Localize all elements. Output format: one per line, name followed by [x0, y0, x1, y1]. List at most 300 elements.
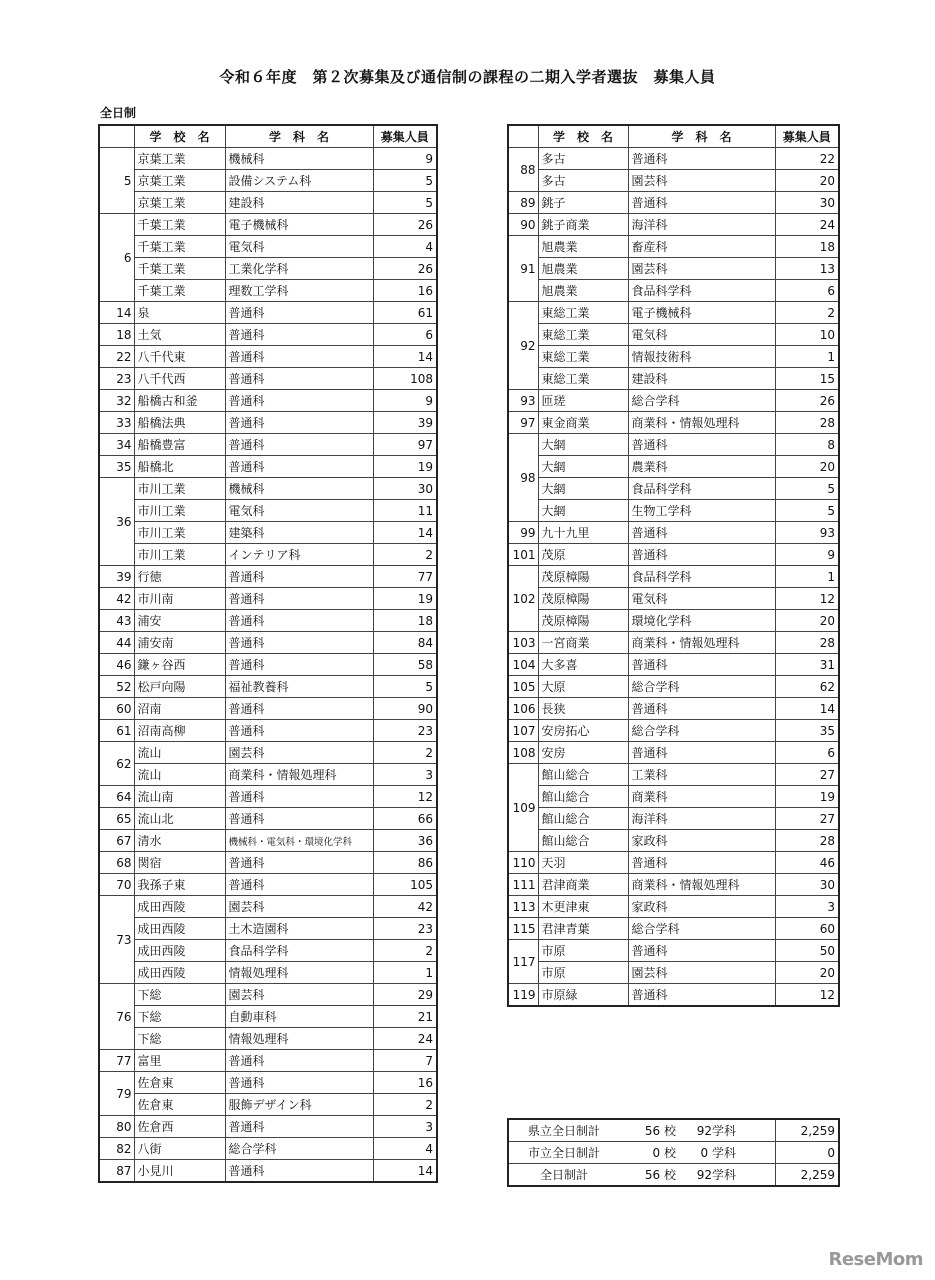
recruitment-count: 12	[373, 786, 437, 808]
recruitment-count: 28	[775, 830, 839, 852]
school-name: 長狭	[538, 698, 628, 720]
department-name: インテリア科	[225, 544, 373, 566]
recruitment-count: 4	[373, 236, 437, 258]
recruitment-count: 20	[775, 962, 839, 984]
recruitment-count: 66	[373, 808, 437, 830]
table-row	[99, 1138, 437, 1160]
school-name: 浦安	[134, 610, 225, 632]
summary-row	[508, 1164, 839, 1187]
school-name: 下総	[134, 1028, 225, 1050]
department-name: 普通科	[225, 1050, 373, 1072]
school-name: 市川工業	[134, 500, 225, 522]
department-name: 普通科	[225, 302, 373, 324]
summary-total: 2,259	[775, 1164, 839, 1187]
table-row	[99, 962, 437, 984]
table-row	[508, 896, 839, 918]
department-name: 建築科	[225, 522, 373, 544]
school-name: 佐倉東	[134, 1072, 225, 1094]
recruitment-count: 9	[373, 148, 437, 170]
department-name: 生物工学科	[628, 500, 775, 522]
school-number: 14	[99, 302, 134, 324]
school-number: 44	[99, 632, 134, 654]
recruitment-count: 30	[775, 192, 839, 214]
recruitment-count: 4	[373, 1138, 437, 1160]
school-name: 茂原樟陽	[538, 588, 628, 610]
department-name: 普通科	[628, 654, 775, 676]
table-row	[99, 1028, 437, 1050]
summary-label-cell	[508, 1142, 775, 1164]
department-name: 普通科	[225, 852, 373, 874]
recruitment-count: 22	[775, 148, 839, 170]
school-number: 65	[99, 808, 134, 830]
left-recruitment-table	[98, 124, 438, 1183]
recruitment-count: 105	[373, 874, 437, 896]
table-row	[99, 874, 437, 896]
table-row	[508, 874, 839, 896]
school-number: 5	[99, 148, 134, 214]
department-name: 普通科	[628, 698, 775, 720]
recruitment-count: 29	[373, 984, 437, 1006]
school-name: 小見川	[134, 1160, 225, 1183]
department-name: 総合学科	[628, 676, 775, 698]
recruitment-count: 10	[775, 324, 839, 346]
department-name: 園芸科	[225, 896, 373, 918]
table-row	[508, 566, 839, 588]
summary-total: 0	[775, 1142, 839, 1164]
recruitment-count: 21	[373, 1006, 437, 1028]
school-name: 市川工業	[134, 478, 225, 500]
summary-label: 市立全日制計	[527, 1146, 600, 1160]
department-name: 普通科	[628, 544, 775, 566]
school-number: 91	[508, 236, 538, 302]
table-row	[99, 654, 437, 676]
department-name: 電気科	[225, 236, 373, 258]
school-number: 82	[99, 1138, 134, 1160]
school-name: 鎌ヶ谷西	[134, 654, 225, 676]
department-name: 商業科・情報処理科	[628, 874, 775, 896]
department-name: 普通科	[225, 588, 373, 610]
school-name: 沼南	[134, 698, 225, 720]
school-number: 80	[99, 1116, 134, 1138]
recruitment-count: 14	[373, 346, 437, 368]
department-name: 工業科	[628, 764, 775, 786]
table-row	[99, 434, 437, 456]
school-name: 松戸向陽	[134, 676, 225, 698]
table-row	[508, 214, 839, 236]
school-name: 船橋法典	[134, 412, 225, 434]
school-number: 87	[99, 1160, 134, 1183]
table-row	[508, 346, 839, 368]
recruitment-count: 86	[373, 852, 437, 874]
table-row	[508, 170, 839, 192]
school-name: 茂原樟陽	[538, 566, 628, 588]
table-row	[99, 280, 437, 302]
recruitment-count: 15	[775, 368, 839, 390]
school-name: 船橋北	[134, 456, 225, 478]
school-name: 東総工業	[538, 346, 628, 368]
table-row	[508, 412, 839, 434]
department-name: 服飾デザイン科	[225, 1094, 373, 1116]
school-name: 我孫子東	[134, 874, 225, 896]
table-row	[99, 1072, 437, 1094]
recruitment-count: 93	[775, 522, 839, 544]
summary-dept-count: 92学科	[696, 1124, 736, 1138]
school-number: 104	[508, 654, 538, 676]
school-name: 市原	[538, 962, 628, 984]
department-name: 海洋科	[628, 214, 775, 236]
resemom-watermark-logo: ReseMom	[828, 1249, 923, 1270]
department-name: 普通科	[225, 434, 373, 456]
recruitment-count: 39	[373, 412, 437, 434]
table-row	[508, 390, 839, 412]
school-number: 34	[99, 434, 134, 456]
department-name: 商業科・情報処理科	[225, 764, 373, 786]
header-count: 募集人員	[373, 125, 437, 148]
department-name: 普通科	[628, 852, 775, 874]
school-name: 京葉工業	[134, 170, 225, 192]
recruitment-count: 27	[775, 808, 839, 830]
school-number: 60	[99, 698, 134, 720]
header-school: 学 校 名	[134, 125, 225, 148]
recruitment-count: 26	[373, 258, 437, 280]
table-row	[99, 764, 437, 786]
department-name: 普通科	[628, 984, 775, 1007]
school-number: 22	[99, 346, 134, 368]
school-name: 浦安南	[134, 632, 225, 654]
school-name: 清水	[134, 830, 225, 852]
table-row	[508, 742, 839, 764]
school-name: 京葉工業	[134, 192, 225, 214]
recruitment-count: 2	[373, 544, 437, 566]
table-row	[99, 456, 437, 478]
department-name: 総合学科	[225, 1138, 373, 1160]
recruitment-count: 50	[775, 940, 839, 962]
school-name: 大網	[538, 500, 628, 522]
recruitment-count: 1	[775, 346, 839, 368]
recruitment-count: 19	[775, 786, 839, 808]
header-count: 募集人員	[775, 125, 839, 148]
school-number: 102	[508, 566, 538, 632]
school-name: 下総	[134, 1006, 225, 1028]
school-name: 土気	[134, 324, 225, 346]
table-row	[508, 148, 839, 170]
school-number: 110	[508, 852, 538, 874]
school-name: 旭農業	[538, 236, 628, 258]
school-name: 君津商業	[538, 874, 628, 896]
table-row	[99, 368, 437, 390]
table-row	[508, 808, 839, 830]
recruitment-count: 12	[775, 588, 839, 610]
department-name: 畜産科	[628, 236, 775, 258]
school-name: 君津青葉	[538, 918, 628, 940]
school-name: 天羽	[538, 852, 628, 874]
department-name: 食品科学科	[628, 280, 775, 302]
school-name: 大原	[538, 676, 628, 698]
department-name: 電気科	[628, 324, 775, 346]
school-name: 沼南高柳	[134, 720, 225, 742]
department-name: 家政科	[628, 830, 775, 852]
summary-row	[508, 1142, 839, 1164]
school-number: 108	[508, 742, 538, 764]
department-name: 園芸科	[225, 984, 373, 1006]
school-number: 73	[99, 896, 134, 984]
school-name: 館山総合	[538, 764, 628, 786]
recruitment-count: 7	[373, 1050, 437, 1072]
table-row	[508, 984, 839, 1007]
summary-school-count: 0 校	[652, 1146, 676, 1160]
table-row	[508, 434, 839, 456]
department-name: 建設科	[225, 192, 373, 214]
department-name: 工業化学科	[225, 258, 373, 280]
department-name: 理数工学科	[225, 280, 373, 302]
department-name: 普通科	[225, 698, 373, 720]
department-name: 普通科	[225, 610, 373, 632]
header-no	[508, 125, 538, 148]
table-row	[508, 368, 839, 390]
school-number: 119	[508, 984, 538, 1007]
summary-label-cell	[508, 1119, 775, 1142]
school-number: 18	[99, 324, 134, 346]
recruitment-count: 2	[373, 1094, 437, 1116]
table-row	[99, 698, 437, 720]
recruitment-count: 14	[373, 1160, 437, 1183]
recruitment-count: 3	[775, 896, 839, 918]
school-number: 92	[508, 302, 538, 390]
recruitment-count: 77	[373, 566, 437, 588]
table-row	[99, 720, 437, 742]
recruitment-count: 5	[373, 192, 437, 214]
department-name: 普通科	[225, 1116, 373, 1138]
recruitment-count: 16	[373, 280, 437, 302]
department-name: 設備システム科	[225, 170, 373, 192]
school-name: 東総工業	[538, 302, 628, 324]
department-name: 電子機械科	[628, 302, 775, 324]
school-number: 89	[508, 192, 538, 214]
department-name: 園芸科	[628, 170, 775, 192]
school-name: 多古	[538, 170, 628, 192]
school-name: 成田西陵	[134, 940, 225, 962]
school-number: 98	[508, 434, 538, 522]
table-row	[508, 258, 839, 280]
recruitment-count: 23	[373, 918, 437, 940]
recruitment-count: 18	[775, 236, 839, 258]
table-row	[508, 720, 839, 742]
school-name: 下総	[134, 984, 225, 1006]
department-name: 情報処理科	[225, 962, 373, 984]
table-row	[99, 324, 437, 346]
school-name: 銚子商業	[538, 214, 628, 236]
department-name: 建設科	[628, 368, 775, 390]
school-number: 106	[508, 698, 538, 720]
school-number: 117	[508, 940, 538, 984]
recruitment-count: 35	[775, 720, 839, 742]
school-name: 匝瑳	[538, 390, 628, 412]
department-name: 園芸科	[628, 258, 775, 280]
recruitment-count: 5	[373, 170, 437, 192]
page-title: 令和６年度 第２次募集及び通信制の課程の二期入学者選抜 募集人員	[219, 68, 716, 86]
table-row	[508, 676, 839, 698]
school-name: 成田西陵	[134, 918, 225, 940]
table-row	[99, 1160, 437, 1183]
school-number: 61	[99, 720, 134, 742]
recruitment-count: 97	[373, 434, 437, 456]
table-row	[508, 192, 839, 214]
department-name: 商業科・情報処理科	[628, 412, 775, 434]
summary-row	[508, 1119, 839, 1142]
department-name: 普通科	[628, 192, 775, 214]
department-name: 電気科	[225, 500, 373, 522]
recruitment-count: 62	[775, 676, 839, 698]
table-row	[508, 280, 839, 302]
school-number: 33	[99, 412, 134, 434]
recruitment-count: 36	[373, 830, 437, 852]
school-number: 52	[99, 676, 134, 698]
school-name: 東金商業	[538, 412, 628, 434]
recruitment-count: 20	[775, 610, 839, 632]
school-number: 70	[99, 874, 134, 896]
recruitment-count: 20	[775, 456, 839, 478]
recruitment-count: 13	[775, 258, 839, 280]
table-row	[99, 236, 437, 258]
recruitment-count: 58	[373, 654, 437, 676]
table-row	[99, 1094, 437, 1116]
recruitment-count: 2	[373, 940, 437, 962]
recruitment-count: 14	[373, 522, 437, 544]
table-row	[99, 830, 437, 852]
summary-school-count: 56 校	[644, 1124, 676, 1138]
recruitment-count: 108	[373, 368, 437, 390]
table-row	[508, 302, 839, 324]
recruitment-count: 24	[775, 214, 839, 236]
school-name: 八千代東	[134, 346, 225, 368]
department-name: 機械科	[225, 148, 373, 170]
right-recruitment-table	[507, 124, 840, 1007]
table-row	[99, 544, 437, 566]
recruitment-count: 1	[373, 962, 437, 984]
recruitment-count: 90	[373, 698, 437, 720]
school-number: 39	[99, 566, 134, 588]
school-name: 流山北	[134, 808, 225, 830]
table-row	[508, 698, 839, 720]
table-row	[508, 588, 839, 610]
school-name: 市川工業	[134, 544, 225, 566]
table-row	[99, 1006, 437, 1028]
table-row	[99, 412, 437, 434]
department-name: 総合学科	[628, 720, 775, 742]
school-number: 42	[99, 588, 134, 610]
school-number: 97	[508, 412, 538, 434]
table-row	[508, 544, 839, 566]
department-name: 電気科	[628, 588, 775, 610]
recruitment-count: 20	[775, 170, 839, 192]
recruitment-count: 14	[775, 698, 839, 720]
department-name: 海洋科	[628, 808, 775, 830]
school-number: 93	[508, 390, 538, 412]
table-row	[99, 852, 437, 874]
recruitment-count: 9	[373, 390, 437, 412]
department-name: 機械科・電気科・環境化学科	[225, 830, 373, 852]
department-name: 普通科	[628, 522, 775, 544]
school-name: 行徳	[134, 566, 225, 588]
table-row	[99, 478, 437, 500]
recruitment-count: 9	[775, 544, 839, 566]
school-number: 36	[99, 478, 134, 566]
school-number: 109	[508, 764, 538, 852]
table-header-row	[508, 125, 839, 148]
department-name: 普通科	[225, 456, 373, 478]
school-number: 107	[508, 720, 538, 742]
department-name: 普通科	[225, 324, 373, 346]
table-row	[99, 170, 437, 192]
school-number: 64	[99, 786, 134, 808]
table-row	[99, 632, 437, 654]
table-row	[508, 918, 839, 940]
table-header-row	[99, 125, 437, 148]
table-row	[508, 478, 839, 500]
school-name: 市川工業	[134, 522, 225, 544]
department-name: 環境化学科	[628, 610, 775, 632]
recruitment-count: 28	[775, 632, 839, 654]
header-no	[99, 125, 134, 148]
school-number: 23	[99, 368, 134, 390]
summary-dept-count: 0 学科	[700, 1146, 736, 1160]
school-name: 大網	[538, 478, 628, 500]
recruitment-count: 12	[775, 984, 839, 1007]
summary-label-cell	[508, 1164, 775, 1187]
table-row	[99, 500, 437, 522]
header-dept: 学 科 名	[225, 125, 373, 148]
recruitment-count: 2	[373, 742, 437, 764]
table-row	[99, 940, 437, 962]
recruitment-count: 5	[775, 500, 839, 522]
recruitment-count: 3	[373, 764, 437, 786]
table-row	[99, 918, 437, 940]
department-name: 普通科	[225, 1072, 373, 1094]
table-row	[99, 896, 437, 918]
school-number: 67	[99, 830, 134, 852]
school-name: 流山	[134, 764, 225, 786]
school-name: 一宮商業	[538, 632, 628, 654]
table-row	[508, 632, 839, 654]
table-row	[508, 324, 839, 346]
summary-total: 2,259	[775, 1119, 839, 1142]
recruitment-count: 6	[373, 324, 437, 346]
table-row	[99, 148, 437, 170]
school-name: 九十九里	[538, 522, 628, 544]
department-name: 自動車科	[225, 1006, 373, 1028]
school-name: 船橋古和釜	[134, 390, 225, 412]
school-name: 館山総合	[538, 808, 628, 830]
table-row	[508, 522, 839, 544]
school-name: 市原	[538, 940, 628, 962]
department-name: 総合学科	[628, 390, 775, 412]
table-row	[508, 830, 839, 852]
summary-table	[507, 1118, 840, 1187]
department-name: 普通科	[225, 654, 373, 676]
school-name: 大網	[538, 456, 628, 478]
school-name: 千葉工業	[134, 236, 225, 258]
table-row	[508, 764, 839, 786]
department-name: 普通科	[225, 786, 373, 808]
school-name: 千葉工業	[134, 214, 225, 236]
school-name: 館山総合	[538, 786, 628, 808]
recruitment-count: 28	[775, 412, 839, 434]
department-name: 普通科	[225, 1160, 373, 1183]
department-name: 普通科	[628, 742, 775, 764]
table-row	[508, 940, 839, 962]
school-name: 京葉工業	[134, 148, 225, 170]
table-row	[99, 192, 437, 214]
